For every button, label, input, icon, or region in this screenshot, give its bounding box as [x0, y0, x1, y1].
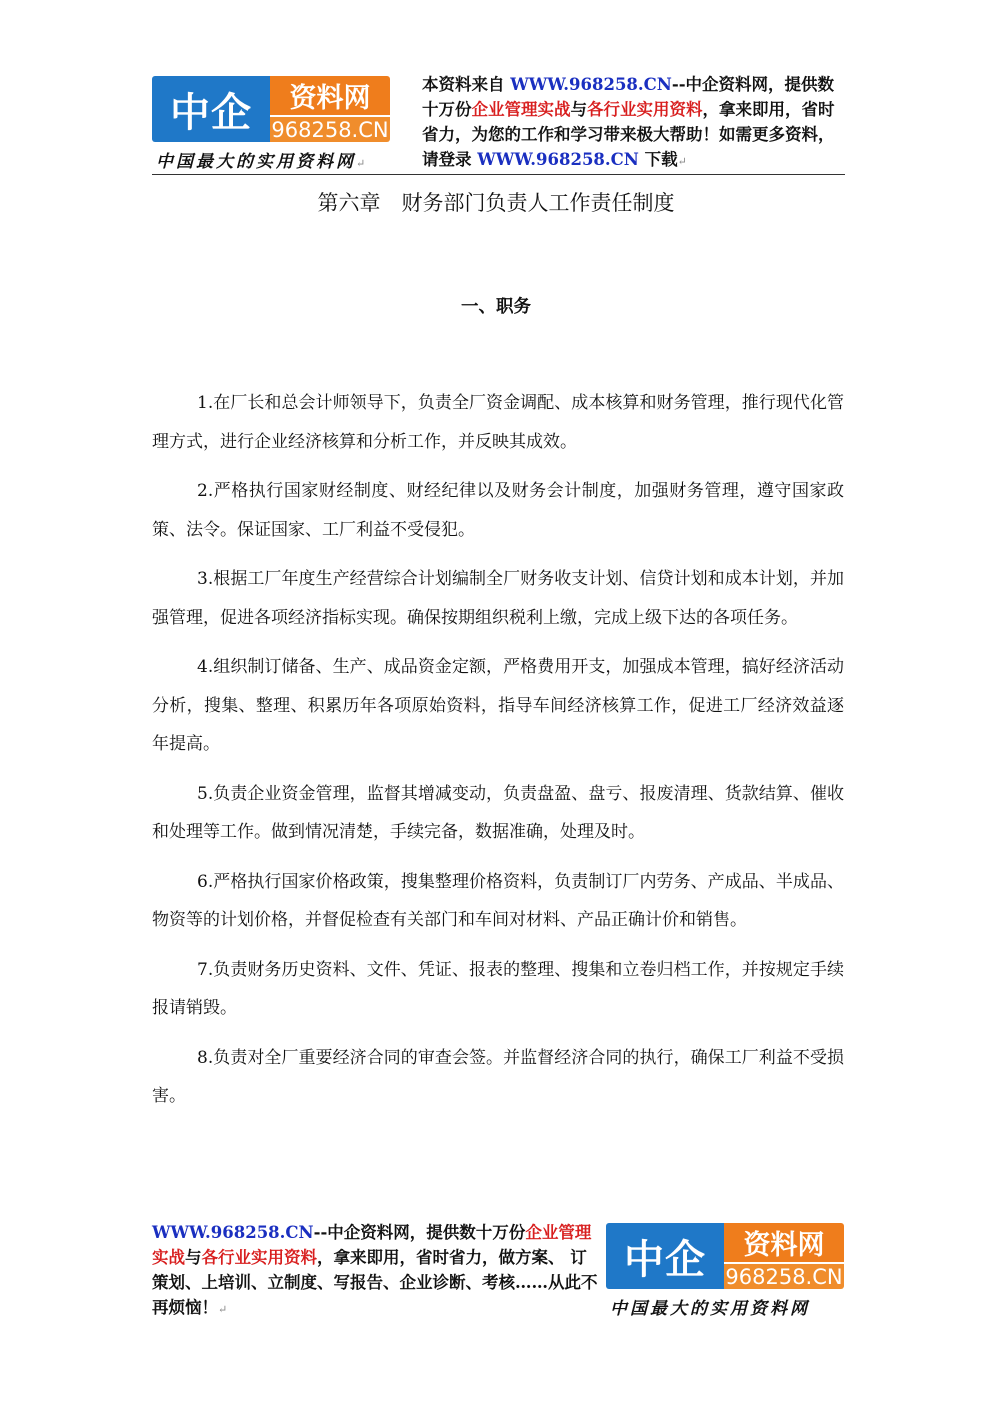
highlight-text: 各行业实用资料 [587, 100, 703, 119]
body-paragraph: 4.组织制订储备、生产、成品资金定额，严格费用开支，加强成本管理，搞好经济活动分析，搜集、整理、积累历年各项原始资料，指导车间经济核算工作，促进工厂经济效益逐年提高。 [152, 657, 844, 754]
info-text: 本资料来自 [422, 75, 511, 94]
highlight-text: 企业管理实战 [152, 1223, 592, 1267]
logo-big-text: 中企 [152, 76, 270, 142]
info-text: 与 [185, 1248, 202, 1267]
highlight-text: 各行业实用资料 [201, 1248, 317, 1267]
site-url[interactable]: WWW.968258.CN [152, 1223, 314, 1242]
header-rule [152, 174, 845, 175]
header-logo [152, 76, 390, 142]
logo-top-text: 资料网 [270, 76, 390, 115]
info-text: ，拿来即用，省时省力，为您的工作和学习带来极大帮助！如需更多资料，请登录 [422, 100, 835, 169]
footer-logo [606, 1223, 844, 1289]
info-text: --中企资料网，提供数十万份 [422, 75, 835, 119]
return-mark-icon: ↵ [356, 157, 369, 170]
body-paragraph: 8.负责对全厂重要经济合同的审查会签。并监督经济合同的执行，确保工厂利益不受损害。 [152, 1047, 844, 1106]
section-title: 一、职务 [461, 297, 531, 317]
info-text: 下载 [638, 150, 678, 169]
body-paragraph: 1.在厂长和总会计师领导下，负责全厂资金调配、成本核算和财务管理，推行现代化管理方式，进行企业经济核算和分析工作，并反映其成效。 [152, 393, 844, 452]
body-paragraph: 2.严格执行国家财经制度、财经纪律以及财务会计制度，加强财务管理，遵守国家政策、法令。保证国家、工厂利益不受侵犯。 [152, 481, 844, 540]
body-paragraph: 3.根据工厂年度生产经营综合计划编制全厂财务收支计划、信贷计划和成本计划，并加强管理，促进各项经济指标实现。确保按期组织税利上缴，完成上级下达的各项任务。 [152, 569, 844, 628]
footer-slogan: 中国最大的实用资料网 [610, 1299, 810, 1319]
footer-info [152, 1220, 600, 1322]
return-mark-icon: ↵ [677, 155, 687, 168]
body-paragraph: 7.负责财务历史资料、文件、凭证、报表的整理、搜集和立卷归档工作，并按规定手续报请销毁。 [152, 959, 844, 1018]
logo-bottom-text: 968258.CN [724, 1262, 844, 1289]
highlight-text: 企业管理实战 [471, 100, 571, 119]
site-url[interactable]: WWW.968258.CN [477, 150, 639, 169]
chapter-title: 第六章 财务部门负责人工作责任制度 [317, 191, 675, 215]
body-text [152, 384, 844, 1127]
header-info [422, 72, 847, 174]
info-text: 与 [570, 100, 587, 119]
header-slogan: 中国最大的实用资料网↵ [156, 152, 369, 172]
body-paragraph: 5.负责企业资金管理，监督其增减变动，负责盘盈、盘亏、报废清理、货款结算、催收和处理等工作。做到情况清楚，手续完备，数据准确，处理及时。 [152, 783, 844, 842]
info-text: --中企资料网，提供数十万份 [313, 1223, 526, 1242]
return-mark-icon: ↵ [218, 1303, 228, 1316]
body-paragraph: 6.严格执行国家价格政策，搜集整理价格资料，负责制订厂内劳务、产成品、半成品、物资等的计划价格，并督促检查有关部门和车间对材料、产品正确计价和销售。 [152, 871, 844, 930]
logo-top-text: 资料网 [724, 1223, 844, 1262]
info-text: ，拿来即用，省时省力，做方案、 订策划、上培训、立制度、写报告、企业诊断、考核……从此不再烦恼！ [152, 1248, 598, 1317]
site-url[interactable]: WWW.968258.CN [510, 75, 672, 94]
logo-big-text: 中企 [606, 1223, 724, 1289]
logo-bottom-text: 968258.CN [270, 115, 390, 142]
